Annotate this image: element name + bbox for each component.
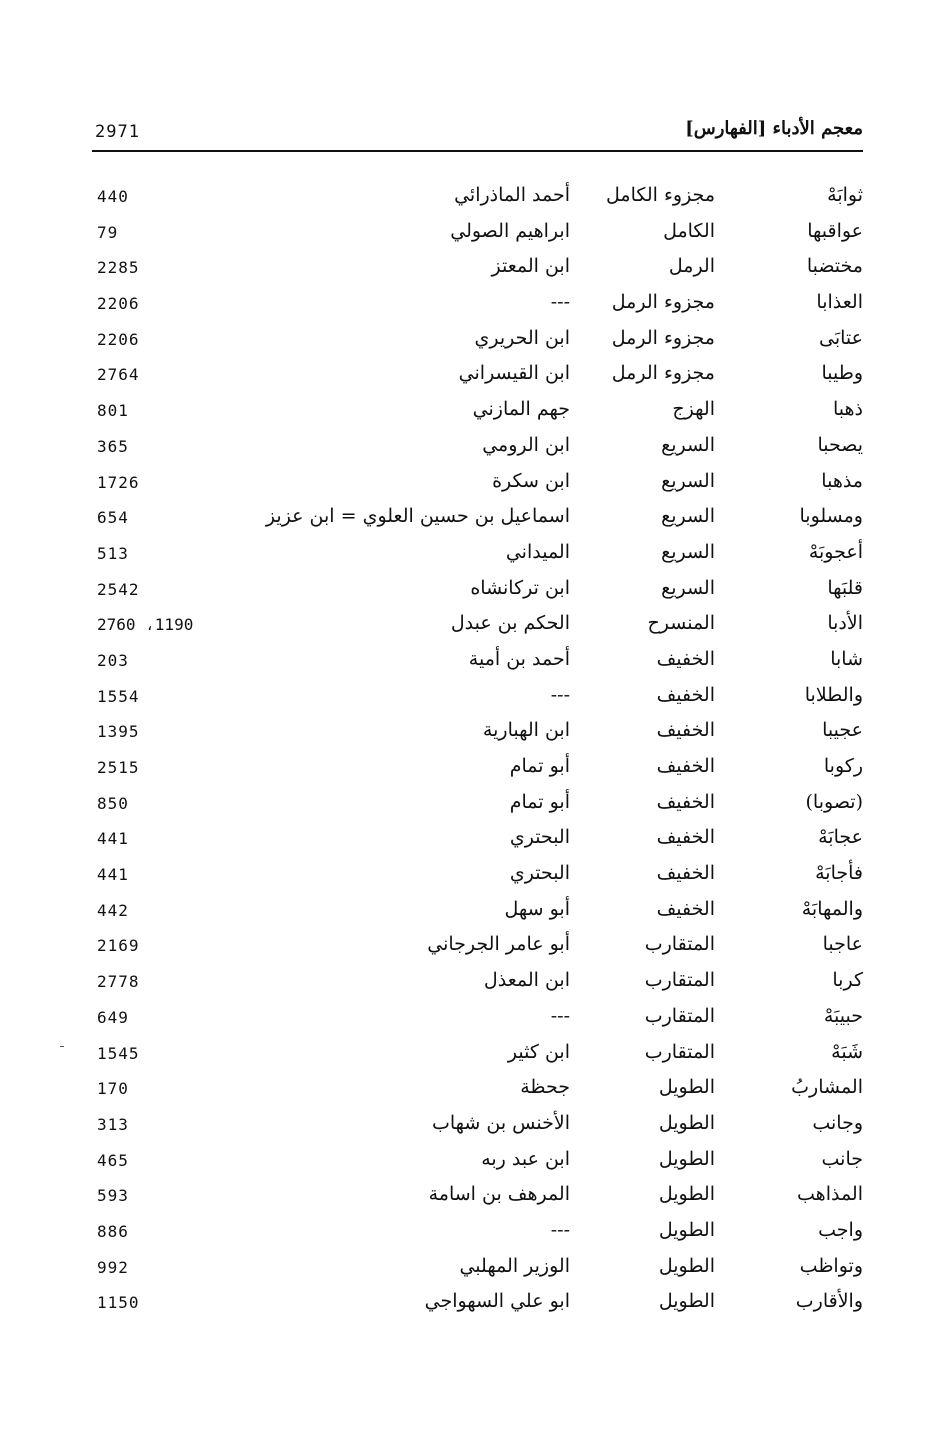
- rhyme-word: العذابا: [816, 291, 863, 314]
- rhyme-word: والأقارب: [795, 1290, 863, 1313]
- meter: الخفيف: [656, 683, 715, 706]
- meter: الخفيف: [656, 647, 715, 670]
- page-refs: 992: [97, 1257, 129, 1277]
- poet: الحكم بن عبدل: [450, 612, 570, 635]
- page-refs: 203: [97, 650, 129, 670]
- index-row: [92, 394, 863, 430]
- index-row: [92, 894, 863, 930]
- rhyme-word: وتواظب: [799, 1254, 863, 1277]
- index-row: [92, 1144, 863, 1180]
- index-row: [92, 1108, 863, 1144]
- page-refs: 2206: [97, 294, 140, 314]
- rhyme-word: جانب: [821, 1147, 863, 1170]
- page-refs: 79: [97, 222, 119, 242]
- page-refs: 513: [97, 543, 129, 563]
- rhyme-word: ثوابَهْ: [827, 184, 863, 206]
- rhyme-word: ومسلوبا: [799, 505, 863, 528]
- page-refs: 441: [97, 865, 129, 885]
- meter: السريع: [661, 433, 715, 456]
- page-header: [92, 112, 863, 152]
- poet: الأخنس بن شهاب: [431, 1111, 570, 1134]
- index-row: [92, 751, 863, 787]
- rhyme-word: وجانب: [812, 1111, 863, 1134]
- poet: ابن الرومي: [482, 433, 570, 456]
- index-row: [92, 644, 863, 680]
- page-refs: 465: [97, 1150, 129, 1170]
- index-row: [92, 1001, 863, 1037]
- rhyme-index-table: [92, 180, 863, 1322]
- index-row: [92, 1286, 863, 1322]
- page-refs: 2169: [97, 936, 140, 956]
- poet: ابن تركانشاه: [470, 576, 570, 599]
- index-row: [92, 1251, 863, 1287]
- poet: المرهف بن اسامة: [428, 1183, 570, 1206]
- index-row: [92, 787, 863, 823]
- page-refs: 441: [97, 829, 129, 849]
- page-refs: 654: [97, 508, 129, 528]
- index-row: [92, 573, 863, 609]
- meter: السريع: [661, 540, 715, 563]
- rhyme-word: والمهابَهْ: [801, 897, 863, 920]
- poet: البحتري: [509, 826, 570, 849]
- poet: أبو تمام: [509, 790, 570, 813]
- index-row: [92, 251, 863, 287]
- index-row: [92, 430, 863, 466]
- page-refs: 649: [97, 1007, 129, 1027]
- rhyme-word: قلبَها: [827, 576, 863, 599]
- page-refs: 593: [97, 1186, 129, 1206]
- index-row: [92, 501, 863, 537]
- page-refs: 1190، 2760: [97, 615, 194, 635]
- meter: الخفيف: [656, 755, 715, 777]
- page-refs: 170: [97, 1079, 129, 1099]
- rhyme-word: شَبَهْ: [831, 1040, 863, 1063]
- rhyme-word: والطلابا: [804, 683, 863, 706]
- rhyme-word: أعجوبَهْ: [808, 540, 863, 563]
- index-row: [92, 858, 863, 894]
- index-row: [92, 1179, 863, 1215]
- meter: مجزوء الرمل: [611, 362, 715, 385]
- rhyme-word: عجيبا: [822, 719, 863, 742]
- page-refs: 1395: [97, 722, 140, 742]
- rhyme-word: شابا: [830, 647, 863, 670]
- poet: ---: [550, 1218, 570, 1241]
- poet: أبو سهل: [504, 897, 570, 920]
- poet: جحظة: [520, 1076, 570, 1099]
- rhyme-word: مذهبا: [821, 469, 863, 492]
- index-row: [92, 965, 863, 1001]
- index-row: [92, 1072, 863, 1108]
- rhyme-word: ذهبا: [832, 398, 863, 421]
- poet: ---: [550, 1004, 570, 1027]
- index-row: [92, 680, 863, 716]
- meter: الخفيف: [656, 719, 715, 742]
- meter: المتقارب: [644, 1004, 715, 1027]
- poet: ابن عبد ربه: [481, 1147, 570, 1170]
- page-refs: 2764: [97, 365, 140, 385]
- poet: ابن القيسراني: [458, 362, 570, 385]
- rhyme-word: عاجبا: [822, 933, 863, 956]
- meter: المتقارب: [644, 933, 715, 956]
- meter: المتقارب: [644, 1040, 715, 1063]
- poet: ابن كثير: [507, 1040, 570, 1063]
- rhyme-word: المذاهب: [797, 1183, 863, 1206]
- meter: مجزوء الكامل: [606, 184, 715, 206]
- page-refs: 2542: [97, 579, 140, 599]
- meter: السريع: [661, 576, 715, 599]
- page-refs: 1150: [97, 1293, 140, 1313]
- poet: الميداني: [505, 540, 570, 563]
- poet: ابن الحريري: [474, 326, 570, 349]
- index-row: [92, 287, 863, 323]
- header-rule: [92, 150, 863, 152]
- index-row: [92, 608, 863, 644]
- poet: الوزير المهلبي: [459, 1254, 570, 1277]
- poet: اسماعيل بن حسين العلوي = ابن عزيز: [265, 505, 570, 528]
- meter: الطويل: [658, 1183, 715, 1206]
- rhyme-word: (تصوبا): [805, 790, 863, 813]
- meter: الطويل: [658, 1254, 715, 1277]
- meter: الخفيف: [656, 897, 715, 920]
- index-row: [92, 1215, 863, 1251]
- meter: المتقارب: [644, 969, 715, 992]
- rhyme-word: كربا: [832, 969, 863, 992]
- meter: الرمل: [668, 255, 715, 278]
- meter: الخفيف: [656, 862, 715, 885]
- rhyme-word: يصحبا: [817, 433, 863, 456]
- index-row: [92, 537, 863, 573]
- poet: البحتري: [509, 862, 570, 885]
- page-refs: 365: [97, 436, 129, 456]
- index-row: [92, 715, 863, 751]
- scan-speck: [60, 1046, 64, 1047]
- index-row: [92, 1037, 863, 1073]
- rhyme-word: عواقبها: [807, 219, 863, 242]
- meter: الهزج: [672, 398, 715, 421]
- meter: الكامل: [663, 219, 715, 242]
- page-refs: 313: [97, 1114, 129, 1134]
- index-row: [92, 466, 863, 502]
- meter: مجزوء الرمل: [611, 291, 715, 314]
- meter: الطويل: [658, 1218, 715, 1241]
- meter: الطويل: [658, 1290, 715, 1313]
- rhyme-word: واجب: [818, 1218, 863, 1241]
- page-refs: 886: [97, 1221, 129, 1241]
- poet: ---: [550, 291, 570, 314]
- page-refs: 442: [97, 900, 129, 920]
- rhyme-word: حبيبَهْ: [823, 1004, 863, 1027]
- page-refs: 2778: [97, 972, 140, 992]
- page-refs: 850: [97, 793, 129, 813]
- page-refs: 2206: [97, 329, 140, 349]
- index-row: [92, 323, 863, 359]
- index-row: [92, 358, 863, 394]
- poet: ابن المعتز: [491, 255, 570, 278]
- meter: الطويل: [658, 1147, 715, 1170]
- poet: أحمد الماذرائي: [454, 184, 570, 206]
- poet: ابن الهبارية: [482, 719, 570, 742]
- page-refs: 1554: [97, 686, 140, 706]
- poet: أبو عامر الجرجاني: [427, 933, 570, 956]
- rhyme-word: عتابَى: [819, 326, 863, 349]
- meter: السريع: [661, 469, 715, 492]
- index-row: [92, 822, 863, 858]
- rhyme-word: وطيبا: [821, 362, 863, 385]
- rhyme-word: الأدبا: [827, 612, 863, 635]
- poet: أحمد بن أمية: [468, 647, 570, 670]
- rhyme-word: فأجابَهْ: [815, 862, 863, 885]
- page-refs: 2515: [97, 758, 140, 777]
- meter: الخفيف: [656, 790, 715, 813]
- rhyme-word: ركوبا: [823, 755, 863, 777]
- index-row: [92, 216, 863, 252]
- poet: جهم المازني: [472, 398, 570, 421]
- meter: مجزوء الرمل: [611, 326, 715, 349]
- meter: السريع: [661, 505, 715, 528]
- rhyme-word: عجابَهْ: [818, 826, 863, 849]
- poet: أبو تمام: [509, 755, 570, 777]
- meter: الخفيف: [656, 826, 715, 849]
- poet: ابن سكرة: [492, 469, 570, 492]
- index-row: [92, 180, 863, 216]
- meter: الطويل: [658, 1076, 715, 1099]
- poet: ابراهيم الصولي: [450, 219, 570, 242]
- rhyme-word: مختضبا: [806, 255, 863, 278]
- poet: ابو علي السهواجي: [424, 1290, 570, 1313]
- page-refs: 1545: [97, 1043, 140, 1063]
- meter: الطويل: [658, 1111, 715, 1134]
- poet: ---: [550, 683, 570, 706]
- page-refs: 440: [97, 187, 129, 206]
- index-row: [92, 929, 863, 965]
- poet: ابن المعذل: [483, 969, 570, 992]
- meter: المنسرح: [647, 612, 715, 635]
- page-refs: 1726: [97, 472, 140, 492]
- page-refs: 2285: [97, 258, 140, 278]
- page-number: 2971: [95, 122, 140, 142]
- running-title: معجم الأدباء [الفهارس]: [685, 118, 863, 139]
- rhyme-word: المشاربُ: [791, 1076, 863, 1099]
- page-refs: 801: [97, 401, 129, 421]
